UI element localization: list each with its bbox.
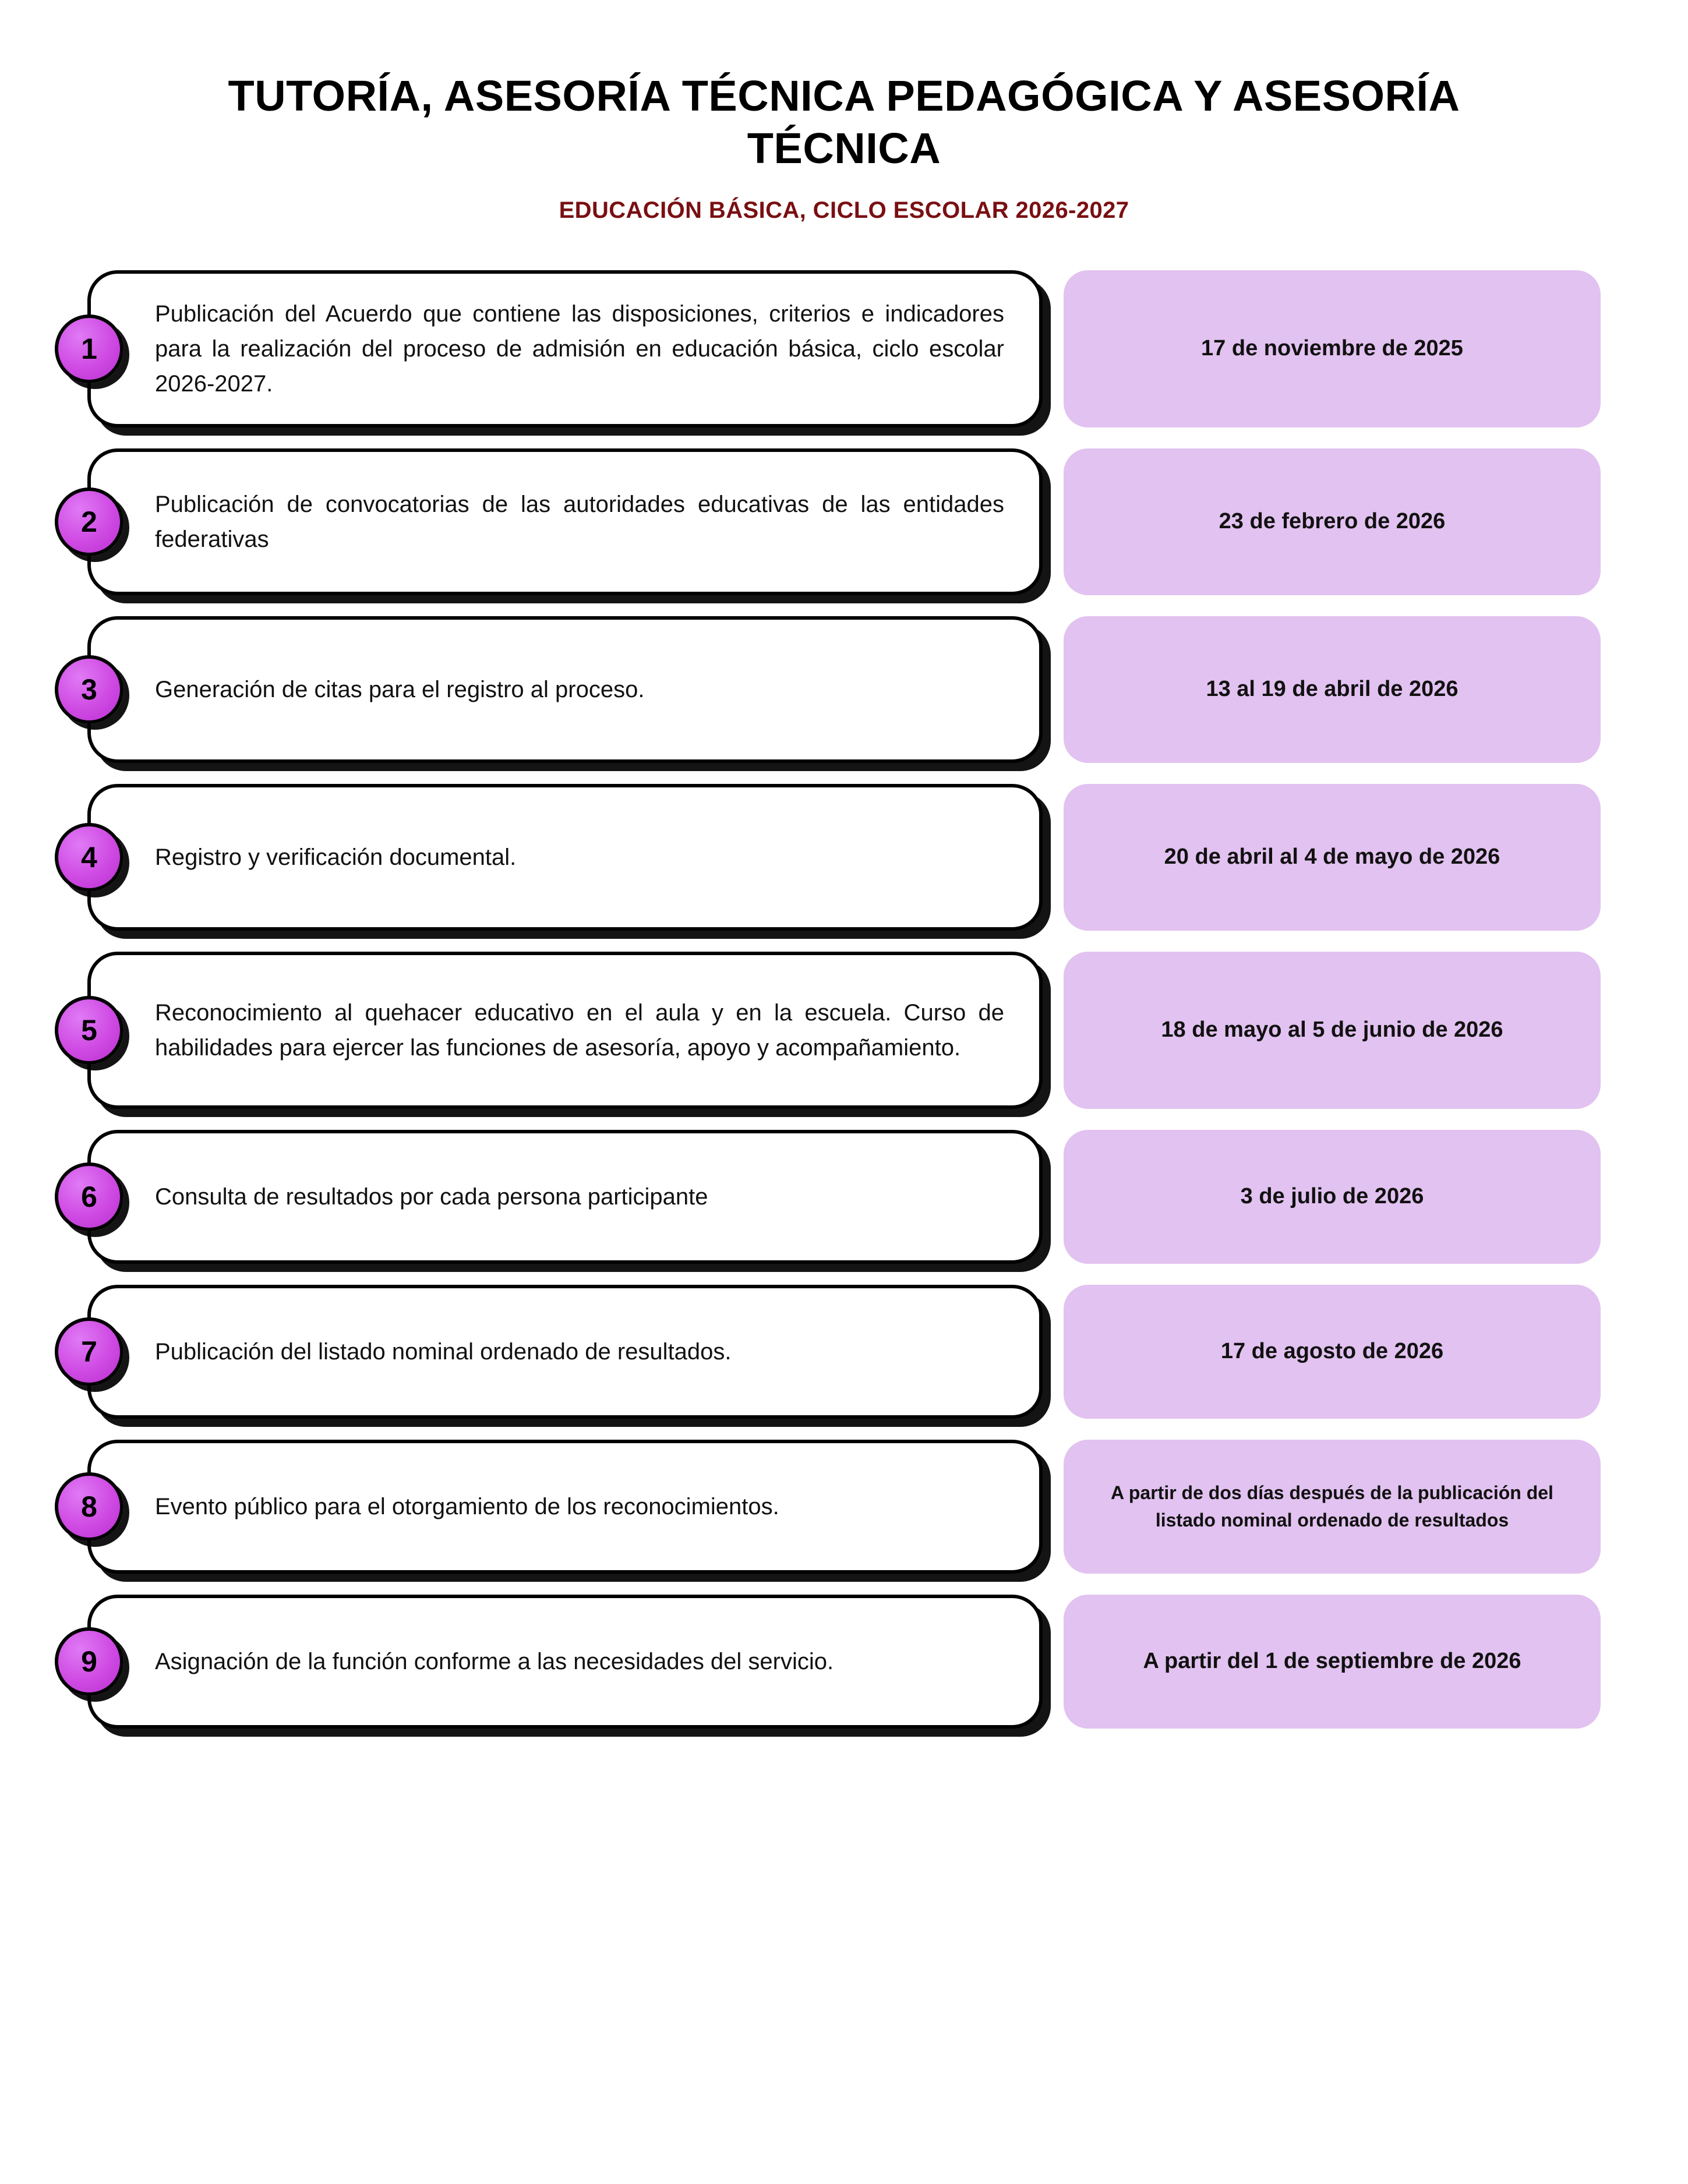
- step-number-badge: 1: [55, 314, 123, 383]
- step-number-badge: 7: [55, 1317, 123, 1386]
- step-number-badge: 5: [55, 996, 123, 1065]
- page-subtitle: EDUCACIÓN BÁSICA, CICLO ESCOLAR 2026-2027: [559, 197, 1129, 223]
- step-description: Evento público para el otorgamiento de los reconocimientos.: [155, 1493, 779, 1519]
- step-date-text: 18 de mayo al 5 de junio de 2026: [1161, 1017, 1503, 1042]
- step-date-text: 20 de abril al 4 de mayo de 2026: [1164, 844, 1500, 869]
- step-description: Reconocimiento al quehacer educativo en el aula y en la escuela. Curso de habilidades para ejercer las funciones de asesoría, apoyo y acompañamiento.: [155, 999, 1004, 1061]
- step-card: [81, 1440, 1043, 1574]
- step-description: Registro y verificación documental.: [155, 844, 517, 870]
- step-date-text: 3 de julio de 2026: [1240, 1183, 1424, 1208]
- step-description: Asignación de la función conforme a las necesidades del servicio.: [155, 1648, 834, 1674]
- step-card: [81, 784, 1043, 931]
- step-date-pill: [1064, 784, 1601, 931]
- step-date-text: 17 de noviembre de 2025: [1201, 335, 1463, 361]
- step-card: [81, 1595, 1043, 1729]
- step-description: Publicación del Acuerdo que contiene las disposiciones, criterios e indicadores para la realización del proceso de admisión en educación básica, ciclo escolar 2026-2027.: [155, 301, 1004, 397]
- step-number-badge: 8: [55, 1472, 123, 1541]
- page-title: TUTORÍA, ASESORÍA TÉCNICA PEDAGÓGICA Y ASESORÍA TÉCNICA: [228, 72, 1460, 173]
- step-date-text: 17 de agosto de 2026: [1220, 1338, 1444, 1363]
- timeline-row: [81, 270, 1601, 427]
- step-description: Generación de citas para el registro al proceso.: [155, 676, 645, 702]
- step-number-badge: 3: [55, 655, 123, 724]
- step-date-text: A partir de dos días después de la publicación del listado nominal ordenado de resultados: [1111, 1482, 1553, 1531]
- step-card: [81, 1285, 1043, 1419]
- step-card: [81, 952, 1043, 1109]
- step-card: [81, 448, 1043, 595]
- timeline-steps-list: [0, 270, 1688, 1729]
- timeline-row: [81, 1440, 1601, 1574]
- step-description: Publicación de convocatorias de las autoridades educativas de las entidades federativas: [155, 491, 1004, 552]
- timeline-row: [81, 1285, 1601, 1419]
- step-date-pill: [1064, 1285, 1601, 1419]
- step-date-pill: [1064, 1595, 1601, 1729]
- step-card: [81, 270, 1043, 427]
- step-date-pill: [1064, 448, 1601, 595]
- step-date-pill: [1064, 952, 1601, 1109]
- step-date-text: 13 al 19 de abril de 2026: [1206, 676, 1459, 701]
- timeline-row: [81, 1130, 1601, 1264]
- step-date-pill: [1064, 1130, 1601, 1264]
- step-description: Consulta de resultados por cada persona participante: [155, 1183, 708, 1210]
- step-description: Publicación del listado nominal ordenado de resultados.: [155, 1338, 732, 1365]
- header: [0, 0, 1688, 224]
- timeline-row: [81, 448, 1601, 595]
- step-date-pill: [1064, 616, 1601, 763]
- step-number-badge: 6: [55, 1162, 123, 1231]
- step-card: [81, 1130, 1043, 1264]
- step-date-pill: [1064, 1440, 1601, 1574]
- step-card: [81, 616, 1043, 763]
- timeline-row: [81, 784, 1601, 931]
- step-number-badge: 2: [55, 487, 123, 556]
- step-number-badge: 4: [55, 823, 123, 892]
- step-date-pill: [1064, 270, 1601, 427]
- timeline-row: [81, 952, 1601, 1109]
- timeline-row: [81, 1595, 1601, 1729]
- timeline-row: [81, 616, 1601, 763]
- step-number-badge: 9: [55, 1627, 123, 1696]
- step-date-text: 23 de febrero de 2026: [1219, 508, 1446, 533]
- step-date-text: A partir del 1 de septiembre de 2026: [1143, 1648, 1521, 1673]
